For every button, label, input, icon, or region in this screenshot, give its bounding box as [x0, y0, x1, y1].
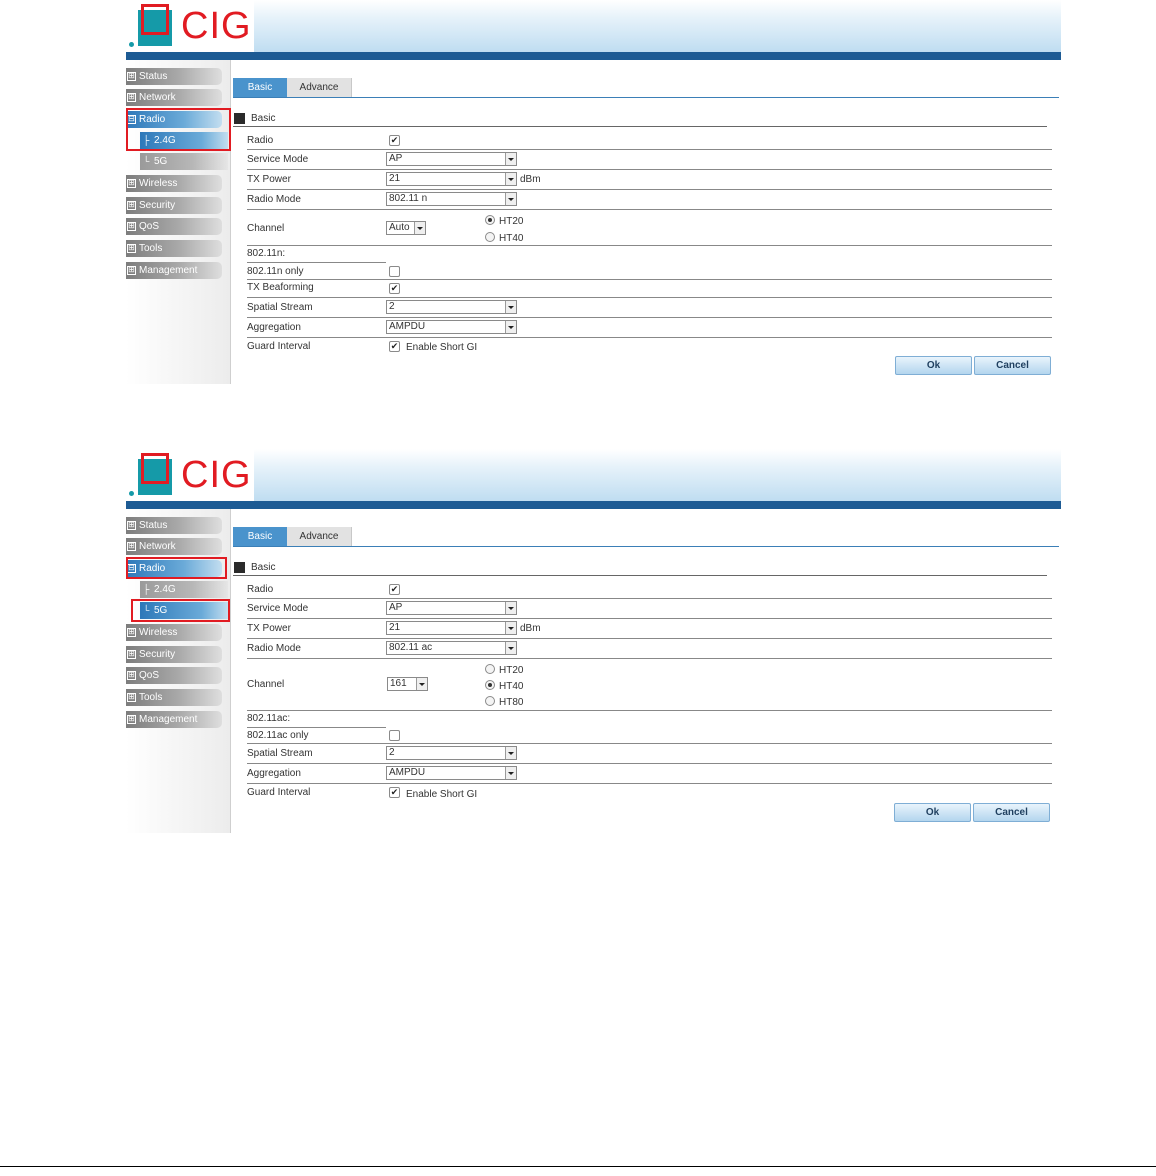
field-label: Radio [247, 584, 274, 595]
sidebar-subitem-5g[interactable]: └ 5G [140, 153, 228, 170]
expand-icon: ⊞ [128, 627, 135, 636]
expand-icon: ⊞ [128, 520, 135, 529]
page-divider [0, 1166, 1156, 1167]
subheading-80211n: 802.11n: [247, 246, 386, 263]
row-80211n-only [247, 262, 1052, 280]
tab-bar [233, 527, 1059, 547]
ok-button[interactable]: Ok [894, 803, 971, 822]
tab-bar [233, 78, 1059, 98]
expand-icon: ⊞ [128, 243, 135, 252]
sidebar-item-wireless[interactable]: ⊞ Wireless [126, 175, 222, 192]
field-label: Channel [247, 679, 285, 690]
expand-icon: ⊞ [128, 670, 135, 679]
chevron-down-icon [416, 678, 427, 690]
subheading-80211ac: 802.11ac: [247, 711, 386, 728]
cig-logo [126, 449, 254, 501]
sidebar-item-management[interactable]: ⊞ Management [126, 711, 222, 728]
cancel-button[interactable]: Cancel [974, 356, 1051, 375]
ht20-radio[interactable] [485, 215, 495, 225]
field-label: Service Mode [247, 154, 309, 165]
ht40-radio[interactable] [485, 232, 495, 242]
header-bar [126, 52, 1061, 60]
row-tx-power [247, 619, 1052, 639]
short-gi-label: Enable Short GI [406, 342, 478, 353]
row-guard-interval [247, 338, 1052, 355]
chevron-down-icon [505, 321, 516, 333]
tx-power-unit: dBm [520, 174, 541, 185]
field-label: Spatial Stream [247, 748, 313, 759]
field-label: Guard Interval [247, 341, 311, 352]
sidebar-item-network[interactable]: ⊞ Network [126, 538, 222, 555]
tx-power-select[interactable]: 21 [386, 172, 517, 186]
section-square-icon [234, 562, 245, 573]
radio-mode-select[interactable]: 802.11 n [386, 192, 517, 206]
sidebar-subitem-2-4g[interactable]: ├ 2.4G [140, 581, 228, 598]
chevron-down-icon [505, 747, 516, 759]
sidebar-item-tools[interactable]: ⊞ Tools [126, 689, 222, 706]
chevron-down-icon [505, 153, 516, 165]
field-label: 802.11ac only [247, 730, 309, 741]
field-label: 802.11n only [247, 266, 304, 277]
aggregation-select[interactable]: AMPDU [386, 320, 517, 334]
sidebar [126, 60, 231, 384]
sidebar-item-status[interactable]: ⊞ Status [126, 68, 222, 85]
sidebar-item-radio[interactable]: ⊟ Radio [126, 111, 222, 128]
radio-enable-checkbox[interactable]: ✔ [390, 135, 399, 145]
radio-24g-screen [126, 0, 1061, 384]
n-only-checkbox[interactable] [389, 266, 400, 277]
row-channel [247, 659, 1052, 711]
sidebar [126, 509, 231, 833]
logo-text: CIG [181, 5, 252, 47]
ht40-label: HT40 [499, 233, 524, 244]
ht40-radio[interactable] [485, 680, 495, 690]
main-content [233, 509, 1061, 833]
row-radio [247, 130, 1052, 150]
chevron-down-icon [414, 222, 425, 234]
chevron-down-icon [505, 602, 516, 614]
tab-advance[interactable]: Advance [287, 527, 352, 546]
row-aggregation [247, 318, 1052, 338]
chevron-down-icon [505, 642, 516, 654]
row-channel [247, 210, 1052, 246]
row-service-mode [247, 150, 1052, 170]
ht20-label: HT20 [499, 216, 524, 227]
field-label: Aggregation [247, 322, 301, 333]
tree-end-icon: └ [143, 156, 150, 166]
row-radio-mode [247, 190, 1052, 210]
header-bar [126, 501, 1061, 509]
expand-icon: ⊞ [128, 71, 135, 80]
row-aggregation [247, 764, 1052, 784]
section-square-icon [234, 113, 245, 124]
sidebar-item-tools[interactable]: ⊞ Tools [126, 240, 222, 257]
collapse-icon: ⊟ [128, 114, 135, 123]
tab-advance[interactable]: Advance [287, 78, 352, 97]
expand-icon: ⊞ [128, 200, 135, 209]
field-label: Radio Mode [247, 194, 301, 205]
field-label: TX Beaforming [247, 282, 314, 293]
sidebar-item-qos[interactable]: ⊞ QoS [126, 667, 222, 684]
tx-power-unit: dBm [520, 623, 541, 634]
sidebar-item-network[interactable]: ⊞ Network [126, 89, 222, 106]
chevron-down-icon [505, 622, 516, 634]
chevron-down-icon [505, 193, 516, 205]
highlight-box [131, 599, 230, 622]
header-banner [126, 0, 1061, 60]
chevron-down-icon [505, 767, 516, 779]
row-guard-interval [247, 785, 1052, 802]
row-service-mode [247, 599, 1052, 619]
sidebar-item-security[interactable]: ⊞ Security [126, 197, 222, 214]
tx-beamforming-checkbox[interactable]: ✔ [390, 283, 399, 293]
expand-icon: ⊞ [128, 221, 135, 230]
row-radio [247, 579, 1052, 599]
sidebar-item-qos[interactable]: ⊞ QoS [126, 218, 222, 235]
cig-logo [126, 0, 254, 52]
ht80-radio[interactable] [485, 696, 495, 706]
sidebar-item-status[interactable]: ⊞ Status [126, 517, 222, 534]
expand-icon: ⊞ [128, 541, 135, 550]
expand-icon: ⊞ [128, 178, 135, 187]
short-gi-label: Enable Short GI [406, 789, 478, 800]
row-radio-mode [247, 639, 1052, 659]
ac-only-checkbox[interactable] [389, 730, 400, 741]
section-header [233, 112, 1047, 127]
collapse-icon: ⊟ [128, 563, 135, 572]
ht20-label: HT20 [499, 665, 524, 676]
expand-icon: ⊞ [128, 92, 135, 101]
ht40-label: HT40 [499, 681, 524, 692]
highlight-box [126, 557, 227, 579]
channel-select[interactable]: 161 [387, 677, 428, 691]
row-tx-beamforming [247, 280, 1052, 298]
tab-basic[interactable]: Basic [233, 527, 287, 546]
row-tx-power [247, 170, 1052, 190]
spatial-stream-select[interactable]: 2 [386, 746, 517, 760]
field-label: Radio Mode [247, 643, 301, 654]
field-label: TX Power [247, 623, 291, 634]
expand-icon: ⊞ [128, 692, 135, 701]
radio-5g-screen [126, 449, 1061, 833]
expand-icon: ⊞ [128, 265, 135, 274]
section-title: Basic [251, 562, 276, 573]
row-spatial-stream [247, 744, 1052, 764]
row-80211ac-only [247, 728, 1052, 744]
radio-enable-checkbox[interactable]: ✔ [390, 584, 399, 594]
field-label: Spatial Stream [247, 302, 313, 313]
field-label: Service Mode [247, 603, 309, 614]
sidebar-item-wireless[interactable]: ⊞ Wireless [126, 624, 222, 641]
field-label: Channel [247, 223, 285, 234]
sidebar-subitem-5g[interactable]: └ 5G [140, 602, 228, 619]
ht80-label: HT80 [499, 697, 524, 708]
spatial-stream-select[interactable]: 2 [386, 300, 517, 314]
expand-icon: ⊞ [128, 649, 135, 658]
service-mode-select[interactable]: AP [386, 152, 517, 166]
expand-icon: ⊞ [128, 714, 135, 723]
tx-power-select[interactable]: 21 [386, 621, 517, 635]
tree-end-icon: └ [143, 605, 150, 615]
channel-select[interactable]: Auto [386, 221, 426, 235]
sidebar-item-management[interactable]: ⊞ Management [126, 262, 222, 279]
tree-branch-icon: ├ [143, 584, 150, 594]
sidebar-subitem-2-4g[interactable]: ├ 2.4G [140, 132, 228, 149]
highlight-box [126, 108, 231, 151]
short-gi-checkbox[interactable]: ✔ [390, 787, 399, 797]
field-label: Radio [247, 135, 274, 146]
sidebar-item-security[interactable]: ⊞ Security [126, 646, 222, 663]
tree-branch-icon: ├ [143, 135, 150, 145]
short-gi-checkbox[interactable]: ✔ [390, 341, 399, 351]
tab-basic[interactable]: Basic [233, 78, 287, 97]
cancel-button[interactable]: Cancel [973, 803, 1050, 822]
ok-button[interactable]: Ok [895, 356, 972, 375]
logo-text: CIG [181, 454, 252, 496]
service-mode-select[interactable]: AP [386, 601, 517, 615]
field-label: Aggregation [247, 768, 301, 779]
section-header [233, 561, 1047, 576]
chevron-down-icon [505, 301, 516, 313]
main-content [233, 60, 1061, 384]
chevron-down-icon [505, 173, 516, 185]
section-title: Basic [251, 113, 276, 124]
field-label: TX Power [247, 174, 291, 185]
header-banner [126, 449, 1061, 509]
sidebar-item-radio[interactable]: ⊟ Radio [126, 560, 222, 577]
field-label: Guard Interval [247, 787, 311, 798]
aggregation-select[interactable]: AMPDU [386, 766, 517, 780]
ht20-radio[interactable] [485, 664, 495, 674]
radio-mode-select[interactable]: 802.11 ac [386, 641, 517, 655]
row-spatial-stream [247, 298, 1052, 318]
